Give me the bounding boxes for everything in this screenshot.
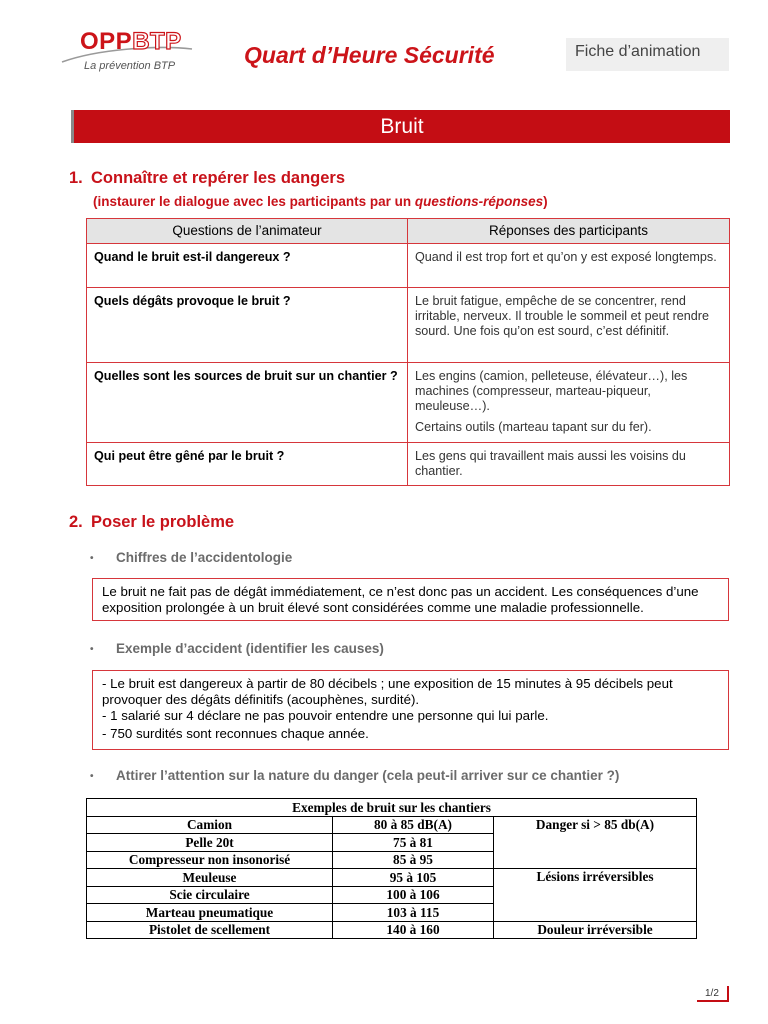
source-cell: Pistolet de scellement: [87, 921, 333, 939]
topic-title: Bruit: [380, 115, 424, 138]
bullet-nature-danger: • Attirer l’attention sur la nature du danger (cela peut-il arriver sur ce chantier ?): [90, 768, 620, 783]
source-cell: Marteau pneumatique: [87, 904, 333, 922]
section-2-title: Poser le problème: [91, 513, 235, 531]
answer-cell: Les engins (camion, pelleteuse, élévateur…), les machines (compresseur, marteau-piqueur, meuleuse…). Certains outils (marteau tapant sur du fer).: [408, 363, 730, 443]
answer-cell: Quand il est trop fort et qu’on y est exposé longtemps.: [408, 244, 730, 288]
danger-note-cell: Lésions irréversibles: [494, 869, 697, 922]
oppbtp-logo: [58, 27, 208, 77]
level-cell: 103 à 115: [333, 904, 494, 922]
source-cell: Meuleuse: [87, 869, 333, 887]
section-1-number: 1.: [69, 169, 83, 187]
question-cell: Quelles sont les sources de bruit sur un chantier ?: [87, 363, 408, 443]
level-cell: 95 à 105: [333, 869, 494, 887]
section-1-note: (instaurer le dialogue avec les participants par un questions-réponses): [93, 194, 548, 209]
danger-note-cell: Danger si > 85 db(A): [494, 816, 697, 869]
table-row: [87, 244, 730, 288]
level-cell: 75 à 81: [333, 834, 494, 852]
table-row: [87, 816, 697, 834]
question-cell: Quand le bruit est-il dangereux ?: [87, 244, 408, 288]
topic-banner: [71, 110, 730, 143]
source-cell: Scie circulaire: [87, 886, 333, 904]
column-header-questions: Questions de l’animateur: [87, 219, 408, 244]
danger-note-cell: Douleur irréversible: [494, 921, 697, 939]
bullet-accidentologie: • Chiffres de l’accidentologie: [90, 550, 293, 565]
level-cell: 140 à 160: [333, 921, 494, 939]
table-row: [87, 363, 730, 443]
table-header-row: [87, 219, 730, 244]
source-cell: Pelle 20t: [87, 834, 333, 852]
page-marker-bar: [727, 986, 729, 1002]
table-title-row: [87, 799, 697, 817]
answer-cell: Le bruit fatigue, empêche de se concentrer, rend irritable, nerveux. Il trouble le sommeil et peut rendre sourd. Une fois qu’on est sourd, c’est définitif.: [408, 288, 730, 363]
table-row: [87, 869, 697, 887]
table-row: [87, 443, 730, 486]
logo-tagline: La prévention BTP: [84, 60, 176, 72]
accidentologie-box: Le bruit ne fait pas de dégât immédiatement, ce n’est donc pas un accident. Les conséquences d’une exposition prolongée à un bruit élevé sont considérées comme une maladie professionnelle.: [92, 578, 729, 621]
column-header-answers: Réponses des participants: [408, 219, 730, 244]
section-2-number: 2.: [69, 513, 83, 531]
bullet-icon: •: [90, 643, 94, 655]
answer-cell: Les gens qui travaillent mais aussi les voisins du chantier.: [408, 443, 730, 486]
level-cell: 85 à 95: [333, 851, 494, 869]
document-title: Quart d’Heure Sécurité: [244, 42, 495, 68]
question-cell: Quels dégâts provoque le bruit ?: [87, 288, 408, 363]
questions-answers-table: [86, 218, 730, 486]
level-cell: 80 à 85 dB(A): [333, 816, 494, 834]
fiche-badge: [566, 38, 729, 71]
level-cell: 100 à 106: [333, 886, 494, 904]
section-1-heading: [69, 169, 345, 188]
bullet-exemple-accident: • Exemple d’accident (identifier les causes): [90, 641, 384, 656]
source-cell: Camion: [87, 816, 333, 834]
table-row: [87, 288, 730, 363]
logo-wordmark: OPPBTP: [80, 28, 182, 55]
question-cell: Qui peut être gêné par le bruit ?: [87, 443, 408, 486]
table-row: [87, 921, 697, 939]
page-marker-line: [697, 1000, 728, 1002]
bullet-icon: •: [90, 552, 94, 564]
exemple-accident-box: - Le bruit est dangereux à partir de 80 décibels ; une exposition de 15 minutes à 95 décibels peut provoquer des dégâts définitifs (acouphènes, surdité). - 1 salarié sur 4 déclare ne pas pouvoir entendre une personne qui lui parle. - 750 surdités sont reconnues chaque année.: [92, 670, 729, 750]
fiche-label: Fiche d’animation: [575, 43, 701, 60]
source-cell: Compresseur non insonorisé: [87, 851, 333, 869]
section-1-title: Connaître et repérer les dangers: [91, 169, 346, 187]
section-2-heading: [69, 513, 234, 532]
page-number: 1/2: [705, 988, 719, 999]
noise-levels-table: [86, 798, 697, 939]
bullet-icon: •: [90, 770, 94, 782]
noise-table-title: Exemples de bruit sur les chantiers: [87, 799, 697, 817]
